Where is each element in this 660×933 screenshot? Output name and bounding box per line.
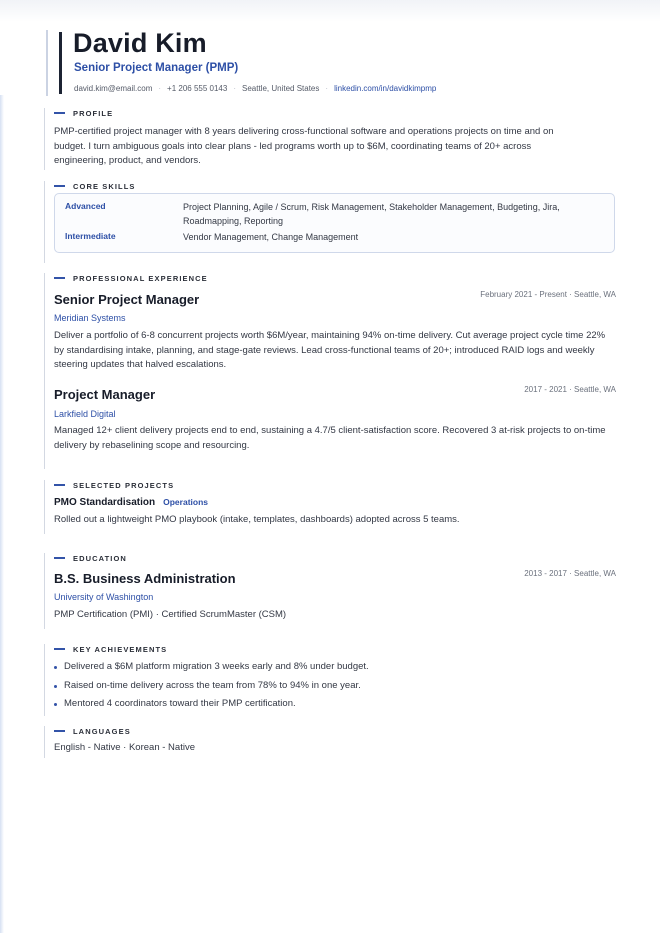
contact-separator: · — [158, 84, 162, 93]
job-title: Project Manager — [54, 387, 156, 402]
section-heading — [54, 553, 127, 563]
certifications: PMP Certification (PMI) · Certified ScrumMaster (CSM) — [54, 609, 287, 620]
candidate-name: David Kim — [73, 28, 207, 58]
list-item — [54, 695, 604, 714]
achievement-text: Raised on-time delivery across the team from 78% to 94% in one year. — [64, 679, 361, 691]
section-title: SELECTED PROJECTS — [73, 480, 175, 490]
section-title: KEY ACHIEVEMENTS — [73, 644, 168, 654]
header-accent-bar — [59, 32, 62, 94]
contact-line — [74, 84, 436, 93]
section-heading — [54, 181, 136, 191]
header-rail — [46, 30, 48, 96]
section-projects — [44, 480, 616, 534]
job-description: Managed 12+ client delivery projects end to end, sustaining a 4.7/5 client-satisfaction score. Recovered 3 at-risk projects to on-time delivery by rebaselining scope and resourcing. — [54, 425, 606, 451]
skills-table — [54, 193, 615, 253]
profile-text: PMP-certified project manager with 8 years delivering cross-functional software and operations projects on time and on budget. I turn ambiguous goals into clear plans - led programs worth up to $6M, coordinating teams of 20+ across engineering, product, and vendors. — [54, 126, 554, 166]
achievements-list — [54, 658, 604, 714]
list-item — [54, 658, 604, 677]
section-heading — [54, 273, 208, 283]
contact-phone[interactable]: +1 206 555 0143 — [167, 84, 228, 93]
degree-title: B.S. Business Administration — [54, 571, 236, 586]
list-item — [54, 677, 604, 696]
section-education — [44, 553, 616, 629]
section-rail — [44, 726, 45, 758]
job-dates-location: February 2021 - Present · Seattle, WA — [480, 290, 616, 299]
contact-separator: · — [233, 84, 236, 93]
section-profile — [44, 108, 616, 170]
section-core-skills — [44, 181, 616, 263]
contact-email[interactable]: david.kim@email.com — [74, 84, 153, 93]
project-description: Rolled out a lightweight PMO playbook (intake, templates, dashboards) adopted across 5 teams. — [54, 514, 460, 525]
section-languages — [44, 726, 616, 758]
skill-items: Vendor Management, Change Management — [183, 232, 359, 242]
section-heading — [54, 644, 167, 654]
section-rail — [44, 644, 45, 716]
job-title: Senior Project Manager — [54, 292, 200, 307]
section-title: CORE SKILLS — [73, 181, 136, 191]
section-rail — [44, 181, 45, 263]
heading-dash — [54, 484, 65, 486]
candidate-role: Senior Project Manager (PMP) — [74, 62, 239, 74]
heading-dash — [54, 648, 65, 650]
languages-text: English - Native · Korean - Native — [54, 742, 195, 753]
job-dates-location: 2017 - 2021 · Seattle, WA — [524, 385, 616, 394]
heading-dash — [54, 730, 65, 732]
bullet-icon — [54, 666, 57, 669]
bullet-icon — [54, 685, 57, 688]
section-title: PROFILE — [73, 108, 114, 118]
job-description: Deliver a portfolio of 6-8 concurrent projects worth $6M/year, maintaining 94% on-time delivery. Cut average project cycle time 22% by standardising intake, planning, and stage-gate reviews. Lead cross-functional teams of 20+; introduced RAID logs and weekly steering updates that halved escalations. — [54, 330, 606, 370]
achievement-text: Delivered a $6M platform migration 3 weeks early and 8% under budget. — [64, 661, 369, 672]
section-rail — [44, 108, 45, 170]
section-title: LANGUAGES — [73, 726, 131, 736]
education-dates-location: 2013 - 2017 · Seattle, WA — [524, 569, 616, 578]
contact-linkedin-link[interactable]: linkedin.com/in/davidkimpmp — [334, 84, 437, 93]
job-company: Larkfield Digital — [54, 409, 116, 419]
section-rail — [44, 480, 45, 534]
section-rail — [44, 553, 45, 629]
project-tag: Operations — [163, 497, 208, 507]
job-company: Meridian Systems — [54, 313, 126, 323]
section-heading — [54, 726, 131, 736]
heading-dash — [54, 277, 65, 279]
heading-dash — [54, 185, 65, 187]
heading-dash — [54, 557, 65, 559]
skill-items: Project Planning, Agile / Scrum, Risk Management, Stakeholder Management, Budgeting, Jira, Roadmapping, Reporting — [183, 202, 560, 226]
project-name: PMO Standardisation — [54, 497, 156, 508]
skill-level: Advanced — [65, 201, 106, 211]
heading-dash — [54, 112, 65, 114]
resume-header — [46, 28, 626, 98]
section-experience — [44, 273, 616, 469]
contact-location: Seattle, United States — [242, 84, 320, 93]
skill-level: Intermediate — [65, 231, 116, 241]
section-rail — [44, 273, 45, 469]
section-achievements — [44, 644, 616, 716]
school-name: University of Washington — [54, 592, 154, 602]
achievement-text: Mentored 4 coordinators toward their PMP certification. — [64, 698, 296, 709]
section-title: EDUCATION — [73, 553, 127, 563]
section-heading — [54, 108, 113, 118]
section-heading — [54, 480, 174, 490]
contact-separator: · — [325, 84, 329, 93]
project-header — [54, 497, 208, 508]
section-title: PROFESSIONAL EXPERIENCE — [73, 273, 208, 283]
bullet-icon — [54, 703, 57, 706]
